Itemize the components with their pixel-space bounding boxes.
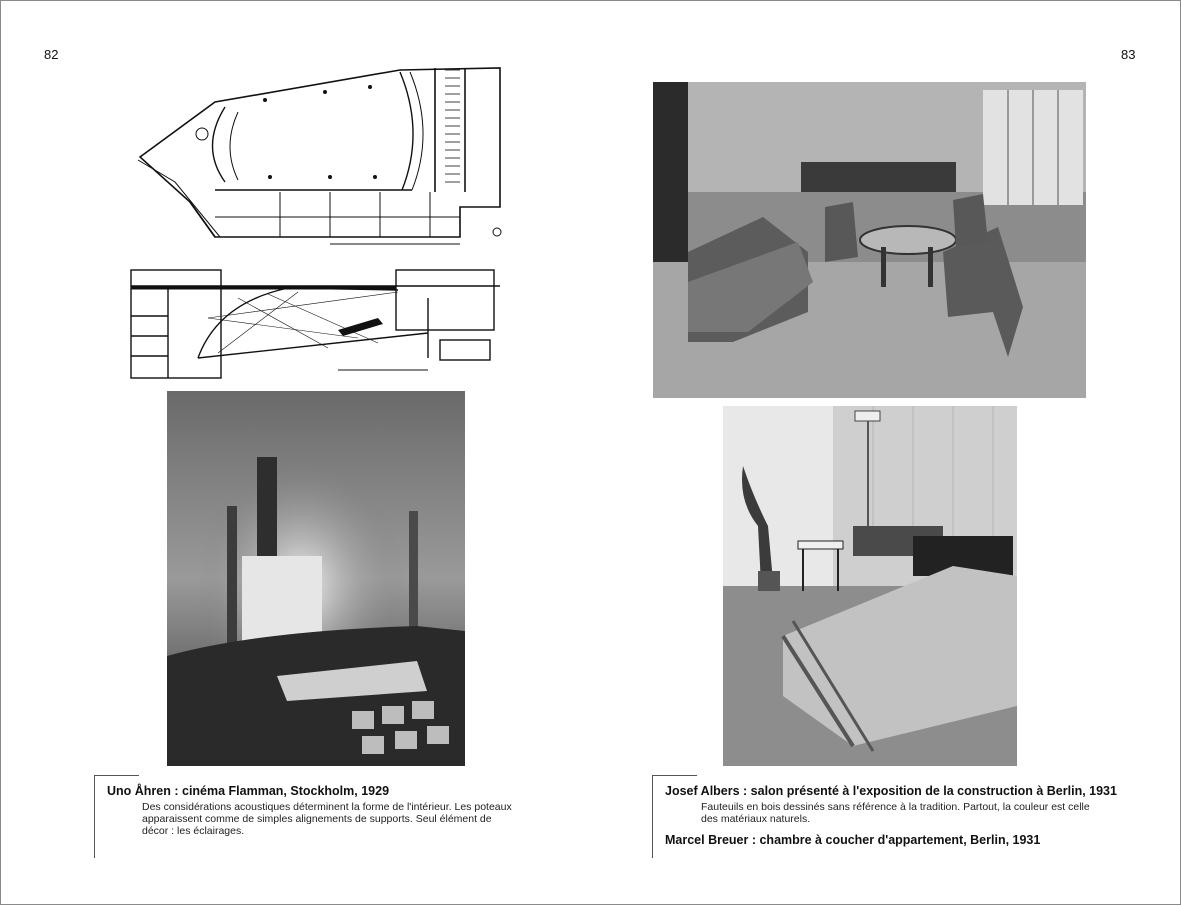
caption-title-ahren: Uno Åhren : cinéma Flamman, Stockholm, 1929 [107,784,390,798]
caption-title-albers: Josef Albers : salon présenté à l'exposition de la construction à Berlin, 1931 [665,784,1117,798]
caption-title-breuer: Marcel Breuer : chambre à coucher d'appartement, Berlin, 1931 [665,833,1041,847]
page-number-left: 82 [44,47,59,62]
caption-text-albers: Fauteuils en bois dessinés sans référence à la tradition. Partout, la couleur est celle des matériaux naturels. [701,801,1090,825]
page-number-right: 83 [1121,47,1136,62]
caption-text-ahren: Des considérations acoustiques déterminent la forme de l'intérieur. Les poteaux apparaissent comme de simples alignements de supports. Seul élément de décor : les éclairages. [142,801,512,837]
auditorium-photo [167,391,465,766]
living-room-photo [653,82,1086,398]
bedroom-photo [723,406,1017,766]
section-drawing [128,258,508,380]
floor-plan-drawing [130,62,505,247]
